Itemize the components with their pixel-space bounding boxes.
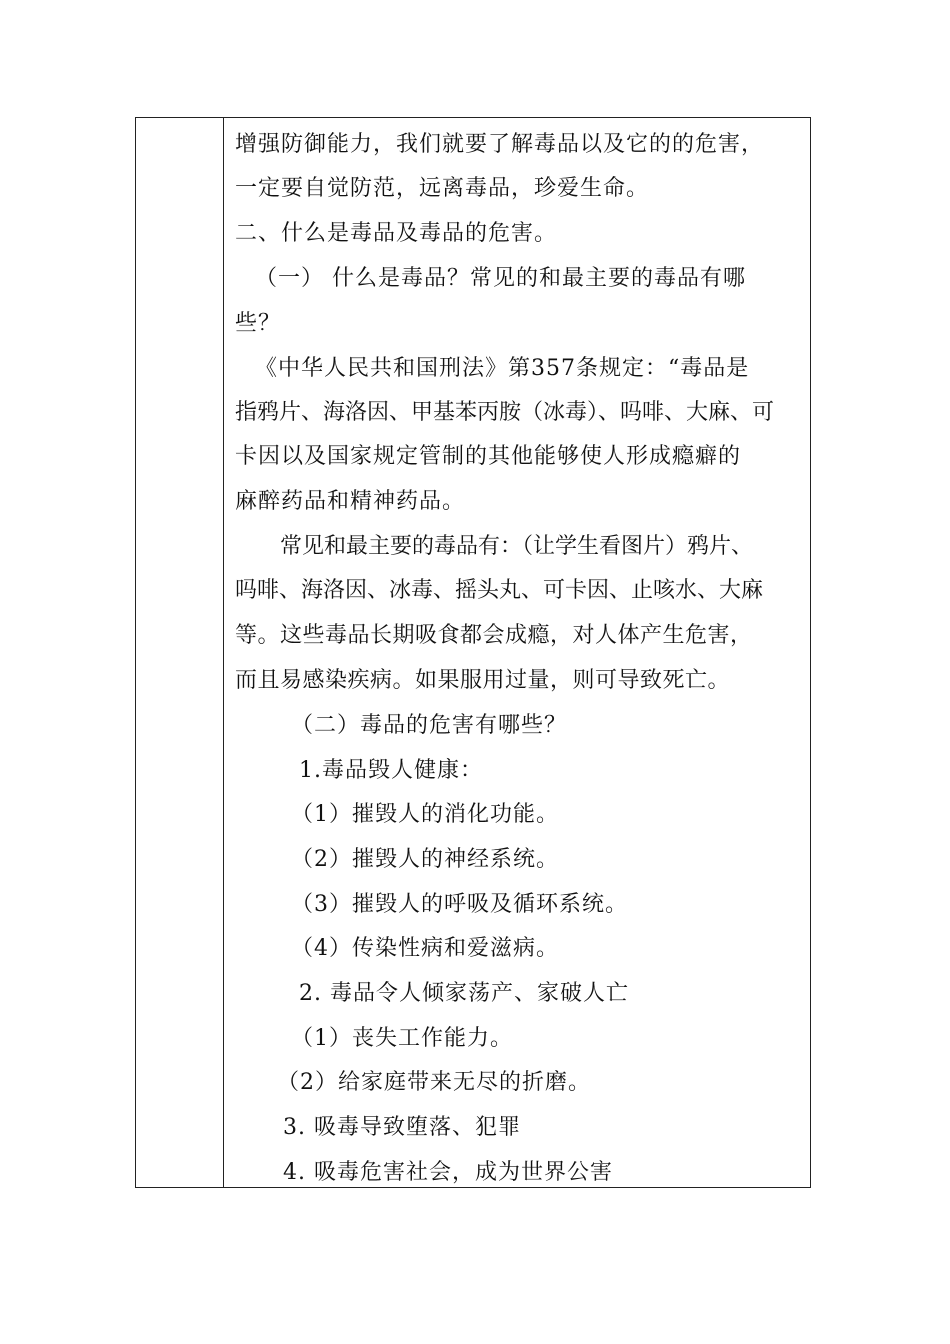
text-line: 指鸦片、海洛因、甲基苯丙胺（冰毒）、吗啡、大麻、可 [235, 400, 775, 425]
list-item: （2）摧毁人的神经系统。 [291, 847, 559, 872]
text-line: 常见和最主要的毒品有：（让学生看图片）鸦片、 [280, 534, 754, 559]
list-item: （4）传染性病和爱滋病。 [291, 936, 559, 961]
lesson-table [135, 117, 811, 1188]
list-item: （1）摧毁人的消化功能。 [291, 802, 559, 827]
subsection-heading: （二）毒品的危害有哪些？ [291, 713, 568, 738]
list-heading: 4. 吸毒危害社会，成为世界公害 [283, 1160, 613, 1185]
subsection-heading: （一） 什么是毒品？常见的和最主要的毒品有哪 [255, 266, 746, 291]
text-line: 麻醉药品和精神药品。 [235, 489, 466, 514]
text-line: 一定要自觉防范，远离毒品，珍爱生命。 [235, 176, 650, 201]
table-left-cell [136, 118, 224, 1187]
list-heading: 3. 吸毒导致堕落、犯罪 [283, 1115, 521, 1140]
list-heading: 1.毒品毁人健康： [299, 758, 483, 783]
text-line: 而且易感染疾病。如果服用过量，则可导致死亡。 [235, 668, 731, 693]
text-line: 增强防御能力，我们就要了解毒品以及它的的危害， [235, 132, 765, 157]
text-line: 卡因以及国家规定管制的其他能够使人形成瘾癖的 [235, 444, 742, 469]
list-item: （3）摧毁人的呼吸及循环系统。 [291, 892, 628, 917]
text-line: 些？ [235, 311, 282, 336]
text-line: 等。这些毒品长期吸食都会成瘾，对人体产生危害， [235, 623, 753, 648]
table-content-cell [225, 118, 810, 1187]
list-item: （1）丧失工作能力。 [291, 1026, 513, 1051]
section-heading: 二、什么是毒品及毒品的危害。 [235, 221, 558, 246]
list-item: （2）给家庭带来无尽的折磨。 [277, 1070, 591, 1095]
text-line: 《中华人民共和国刑法》第357条规定：“毒品是 [255, 356, 750, 381]
list-heading: 2. 毒品令人倾家荡产、家破人亡 [299, 981, 629, 1006]
text-line: 吗啡、海洛因、冰毒、摇头丸、可卡因、止咳水、大麻 [235, 578, 764, 603]
